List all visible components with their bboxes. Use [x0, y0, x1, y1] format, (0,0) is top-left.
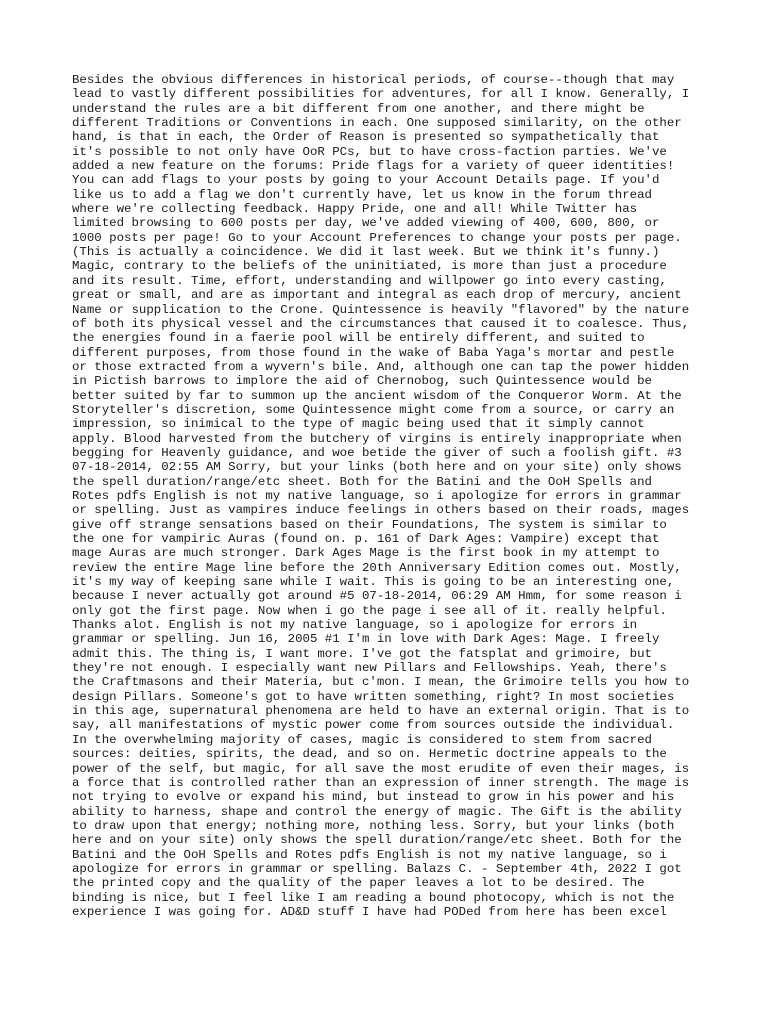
text-line: ability to harness, shape and control the energy of magic. The Gift is the ability	[72, 804, 682, 819]
text-line: impression, so inimical to the type of magic being used that it simply cannot	[72, 417, 645, 432]
text-line: different Traditions or Conventions in each. One supposed similarity, on the other	[72, 116, 682, 131]
text-line: give off strange sensations based on their Foundations, The system is similar to	[72, 517, 667, 532]
text-line: sources: deities, spirits, the dead, and so on. Hermetic doctrine appeals to the	[72, 747, 667, 762]
text-line: and its result. Time, effort, understanding and willpower go into every casting,	[72, 273, 667, 288]
text-line: Storyteller's discretion, some Quintessence might come from a source, or carry an	[72, 402, 675, 417]
text-line: in Pictish barrows to implore the aid of Chernobog, such Quintessence would be	[72, 374, 652, 389]
text-line: like us to add a flag we don't currently have, let us know in the forum thread	[72, 187, 652, 202]
text-line: Name or supplication to the Crone. Quintessence is heavily "flavored" by the nature	[72, 302, 690, 317]
document-page	[72, 73, 712, 919]
text-line: Thanks alot. English is not my native language, so i apologize for errors in	[72, 618, 638, 633]
text-line: In the overwhelming majority of cases, magic is considered to stem from sacred	[72, 732, 652, 747]
text-line: Rotes pdfs English is not my native language, so i apologize for errors in grammar	[72, 488, 682, 503]
text-line: grammar or spelling. Jun 16, 2005 #1 I'm in love with Dark Ages: Mage. I freely	[72, 632, 660, 647]
text-line: of both its physical vessel and the circumstances that caused it to coalesce. Thus,	[72, 316, 690, 331]
text-line: it's my way of keeping sane while I wait. This is going to be an interesting one,	[72, 575, 675, 590]
text-line: in this age, supernatural phenomena are held to have an external origin. That is to	[72, 704, 690, 719]
text-line: the spell duration/range/etc sheet. Both for the Batini and the OoH Spells and	[72, 474, 652, 489]
text-line: say, all manifestations of mystic power come from sources outside the individual.	[72, 718, 675, 733]
text-line: apologize for errors in grammar or spelling. Balazs C. - September 4th, 2022 I got	[72, 861, 682, 876]
text-line: or those extracted from a wyvern's bile. And, although one can tap the power hidden	[72, 359, 690, 374]
text-line: to draw upon that energy; nothing more, nothing less. Sorry, but your links (both	[72, 818, 675, 833]
text-line: they're not enough. I especially want new Pillars and Fellowships. Yeah, there's	[72, 661, 667, 676]
text-line: different purposes, from those found in the wake of Baba Yaga's mortar and pestle	[72, 345, 675, 360]
text-line: review the entire Mage line before the 20th Anniversary Edition comes out. Mostly,	[72, 560, 682, 575]
text-line: the printed copy and the quality of the paper leaves a lot to be desired. The	[72, 876, 645, 891]
text-line: Magic, contrary to the beliefs of the uninitiated, is more than just a procedure	[72, 259, 667, 274]
text-line: it's possible to not only have OoR PCs, but to have cross-faction parties. We've	[72, 144, 667, 159]
text-line: hand, is that in each, the Order of Reason is presented so sympathetically that	[72, 130, 660, 145]
text-line: a force that is controlled rather than an expression of inner strength. The mage is	[72, 775, 690, 790]
text-line: apply. Blood harvested from the butchery of virgins is entirely inappropriate when	[72, 431, 682, 446]
text-line: where we're collecting feedback. Happy Pride, one and all! While Twitter has	[72, 202, 638, 217]
text-line: begging for Heavenly guidance, and woe betide the giver of such a foolish gift. #3	[72, 445, 682, 460]
text-line: power of the self, but magic, for all save the most erudite of even their mages, is	[72, 761, 690, 776]
text-line: (This is actually a coincidence. We did it last week. But we think it's funny.)	[72, 245, 660, 260]
text-line: 1000 posts per page! Go to your Account Preferences to change your posts per page.	[72, 230, 682, 245]
text-line: the Craftmasons and their Materia, but c'mon. I mean, the Grimoire tells you how to	[72, 675, 690, 690]
text-line: Besides the obvious differences in historical periods, of course--though that may	[72, 73, 675, 87]
text-line: or spelling. Just as vampires induce feelings in others based on their roads, mages	[72, 503, 690, 518]
text-line: limited browsing to 600 posts per day, we've added viewing of 400, 600, 800, or	[72, 216, 660, 231]
text-line: lead to vastly different possibilities for adventures, for all I know. Generally, I	[72, 87, 690, 102]
text-line: the one for vampiric Auras (found on. p. 161 of Dark Ages: Vampire) except that	[72, 532, 660, 546]
text-line: added a new feature on the forums: Pride flags for a variety of queer identities!	[72, 159, 675, 174]
text-line: mage Auras are much stronger. Dark Ages Mage is the first book in my attempt to	[72, 546, 660, 561]
text-line: the energies found in a faerie pool will be entirely different, and suited to	[72, 331, 645, 346]
text-line: great or small, and are as important and integral as each drop of mercury, ancient	[72, 288, 682, 303]
text-line: understand the rules are a bit different from one another, and there might be	[72, 101, 645, 116]
text-line: better suited by far to summon up the ancient wisdom of the Conqueror Worm. At the	[72, 388, 682, 403]
text-line: 07-18-2014, 02:55 AM Sorry, but your links (both here and on your site) only shows	[72, 460, 682, 475]
text-line: admit this. The thing is, I want more. I've got the fatsplat and grimoire, but	[72, 646, 652, 661]
text-line: experience I was going for. AD&D stuff I have had PODed from here has been excel	[72, 904, 667, 919]
text-line: only got the first page. Now when i go the page i see all of it. really helpful.	[72, 603, 667, 618]
text-line: not trying to evolve or expand his mind, but instead to grow in his power and his	[72, 790, 675, 805]
text-line: binding is nice, but I feel like I am reading a bound photocopy, which is not the	[72, 890, 675, 905]
text-line: design Pillars. Someone's got to have written something, right? In most societies	[72, 689, 675, 704]
text-line: here and on your site) only shows the spell duration/range/etc sheet. Both for the	[72, 833, 682, 848]
text-line: You can add flags to your posts by going to your Account Details page. If you'd	[72, 173, 660, 188]
body-text	[72, 73, 712, 919]
text-line: Batini and the OoH Spells and Rotes pdfs English is not my native language, so i	[72, 847, 667, 862]
text-line: because I never actually got around #5 07-18-2014, 06:29 AM Hmm, for some reason i	[72, 589, 682, 604]
